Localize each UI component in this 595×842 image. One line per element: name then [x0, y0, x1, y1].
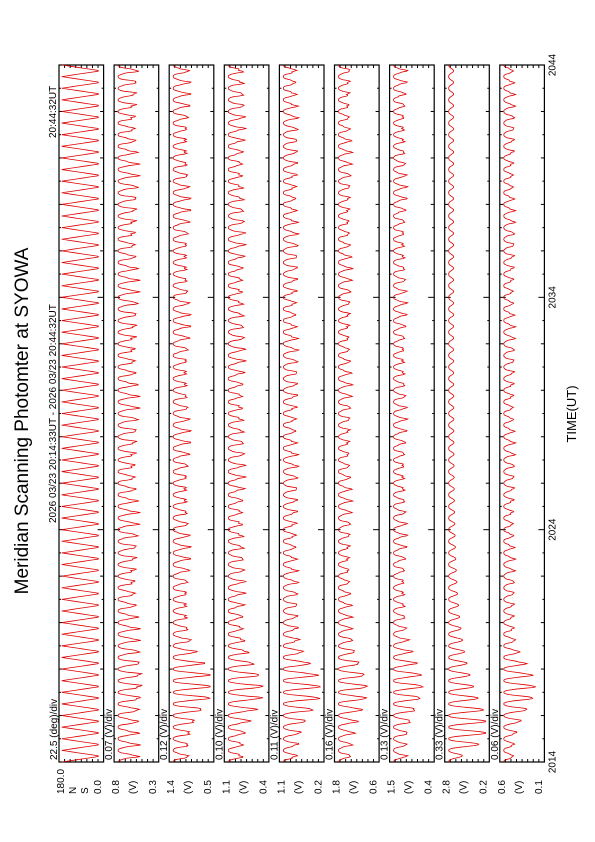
panel-frame — [59, 65, 104, 762]
end-time-label: 20:44:32UT — [48, 85, 59, 138]
series-trace — [339, 65, 368, 762]
panel-6 — [325, 65, 380, 794]
panel-4 — [214, 65, 269, 794]
y-label: 1.5 — [386, 780, 398, 794]
y-label: 0.6 — [368, 780, 380, 794]
y-label: (V) — [183, 780, 195, 794]
x-tick-label: 2034 — [547, 286, 559, 309]
panel-8 — [435, 65, 490, 794]
y-label: 0.2 — [478, 780, 490, 794]
panel-2 — [104, 65, 159, 794]
y-label: 2.8 — [441, 780, 453, 794]
x-tick-labels — [547, 53, 558, 773]
panel-frame — [445, 65, 490, 762]
x-tick-label: 2014 — [547, 750, 559, 774]
y-label: 0.1 — [533, 780, 545, 794]
series-trace — [62, 65, 99, 762]
panel-7 — [380, 65, 435, 794]
series-trace — [173, 65, 210, 762]
scale-label: 0.11 (V)/div — [269, 709, 281, 760]
series-trace — [228, 65, 263, 762]
y-label: 1.8 — [331, 780, 343, 794]
scale-label: 0.12 (V)/div — [159, 708, 171, 760]
panels-group — [49, 65, 545, 794]
y-label: 0.4 — [423, 780, 435, 794]
y-label: (V) — [348, 780, 360, 794]
scale-label: 0.10 (V)/div — [214, 708, 226, 760]
panel-9 — [490, 65, 545, 794]
y-label: 0.2 — [313, 780, 325, 794]
panel-3 — [159, 65, 214, 794]
y-label: 180.0 — [56, 768, 67, 794]
y-label: (V) — [238, 780, 250, 794]
y-label: 0.8 — [111, 780, 123, 794]
y-label: 0.0 — [93, 780, 104, 794]
x-axis-title: TIME(UT) — [564, 385, 579, 443]
panel-frame — [169, 65, 214, 762]
y-label: (V) — [458, 780, 470, 794]
y-label: (V) — [128, 780, 140, 794]
scale-label: 22.5 (deg)/div — [49, 698, 60, 760]
series-trace — [449, 65, 486, 762]
scale-label: 0.16 (V)/div — [324, 708, 336, 760]
y-label: (V) — [513, 780, 525, 794]
panel-frame — [390, 65, 435, 762]
panel-frame — [500, 65, 545, 762]
series-trace — [283, 65, 320, 762]
y-label: 1.1 — [221, 780, 233, 794]
series-trace — [504, 65, 536, 762]
chart-title: Meridian Scanning Photomter at SYOWA — [12, 247, 33, 595]
y-label: N — [68, 786, 79, 794]
x-tick-label: 2044 — [547, 53, 559, 77]
panel-frame — [279, 65, 324, 762]
y-label: S — [80, 787, 91, 794]
y-label: (V) — [403, 780, 415, 794]
scale-label: 0.13 (V)/div — [379, 708, 391, 760]
y-label: 0.5 — [203, 780, 215, 794]
panel-frame — [224, 65, 269, 762]
x-tick-label: 2024 — [547, 518, 559, 541]
y-label: 0.4 — [258, 780, 270, 794]
panel-frame — [114, 65, 159, 762]
series-trace — [394, 65, 423, 762]
scale-label: 0.33 (V)/div — [434, 708, 446, 760]
scale-label: 0.06 (V)/div — [489, 708, 501, 760]
scale-label: 0.07 (V)/div — [104, 708, 116, 760]
y-label: 1.4 — [166, 780, 178, 794]
y-label: 0.6 — [496, 780, 508, 794]
y-label: 1.1 — [276, 780, 288, 794]
y-label: 0.3 — [148, 780, 160, 794]
series-trace — [118, 65, 142, 762]
panel-frame — [335, 65, 380, 762]
panel-5 — [269, 65, 324, 794]
chart-subtitle: 2026 03/23 20:14:33UT - 2026 03/23 20:44:32UT — [48, 304, 59, 523]
y-label: (V) — [293, 780, 305, 794]
